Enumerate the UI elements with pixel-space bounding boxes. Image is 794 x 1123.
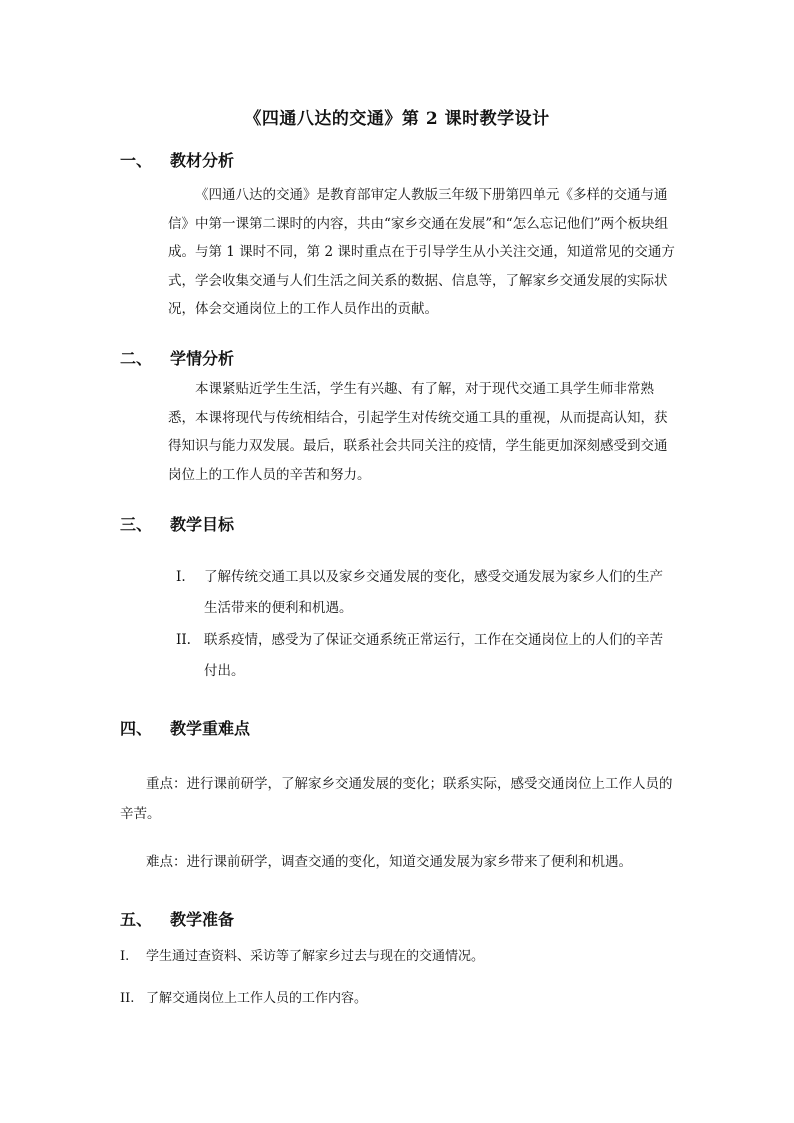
section-number: 四、 — [120, 719, 153, 738]
section-title: 教学重难点 — [170, 719, 251, 738]
list-marker: I. — [176, 569, 186, 585]
section-title: 教学准备 — [170, 910, 235, 929]
section-title: 学情分析 — [170, 349, 235, 368]
document-title: 《四通八达的交通》第 2 课时教学设计 — [244, 109, 550, 129]
section-heading-preparation — [120, 907, 234, 930]
preparation-item — [120, 945, 484, 964]
section-heading-materials — [120, 148, 234, 171]
section-number: 一、 — [120, 151, 153, 170]
section-number: 二、 — [120, 349, 153, 368]
section-number: 三、 — [120, 515, 153, 534]
list-marker: I. — [120, 949, 130, 964]
section-title: 教材分析 — [170, 151, 235, 170]
list-marker: II. — [120, 991, 135, 1006]
preparation-text: 学生通过查资料、采访等了解家乡过去与现在的交通情况。 — [146, 949, 485, 964]
objective-item — [176, 562, 676, 624]
student-analysis-paragraph: 本课紧贴近学生生活，学生有兴趣、有了解，对于现代交通工具学生师非常熟悉，本课将现代与传统相结合，引起学生对传统交通工具的重视，从而提高认知，获得知识与能力双发展。最后，联系社会共同关注的疫情，学生能更加深刻感受到交通岗位上的工作人员的辛苦和努力。 — [168, 381, 668, 483]
list-marker: II. — [176, 632, 191, 648]
section-heading-students — [120, 346, 234, 369]
objective-item — [176, 625, 676, 687]
section-heading-key-points — [120, 716, 250, 739]
section-heading-objectives — [120, 512, 234, 535]
objective-text: 了解传统交通工具以及家乡交通发展的变化，感受交通发展为家乡人们的生产生活带来的便利和机遇。 — [204, 569, 663, 616]
difficult-point-paragraph: 难点：进行课前研学，调查交通的变化，知道交通发展为家乡带来了便利和机遇。 — [146, 854, 632, 870]
section-number: 五、 — [120, 910, 153, 929]
preparation-item — [120, 987, 367, 1006]
preparation-text: 了解交通岗位上工作人员的工作内容。 — [146, 991, 368, 1006]
key-point-paragraph: 重点：进行课前研学，了解家乡交通发展的变化；联系实际，感受交通岗位上工作人员的辛苦。 — [120, 776, 673, 822]
objective-text: 联系疫情，感受为了保证交通系统正常运行，工作在交通岗位上的人们的辛苦付出。 — [204, 632, 663, 679]
materials-analysis-paragraph: 《四通八达的交通》是教育部审定人教版三年级下册第四单元《多样的交通与通信》中第一课第二课时的内容，共由“家乡交通在发展”和“怎么忘记他们”两个板块组成。与第 1 课时不同，第 2 课时重点在于引导学生从小关注交通，知道常见的交通方式，学会收集交通与人们生活之间关系的数据、信息等，了解家乡交通发展的实际状况，体会交通岗位上的工作人员作出的贡献。 — [168, 187, 675, 317]
section-title: 教学目标 — [170, 515, 235, 534]
